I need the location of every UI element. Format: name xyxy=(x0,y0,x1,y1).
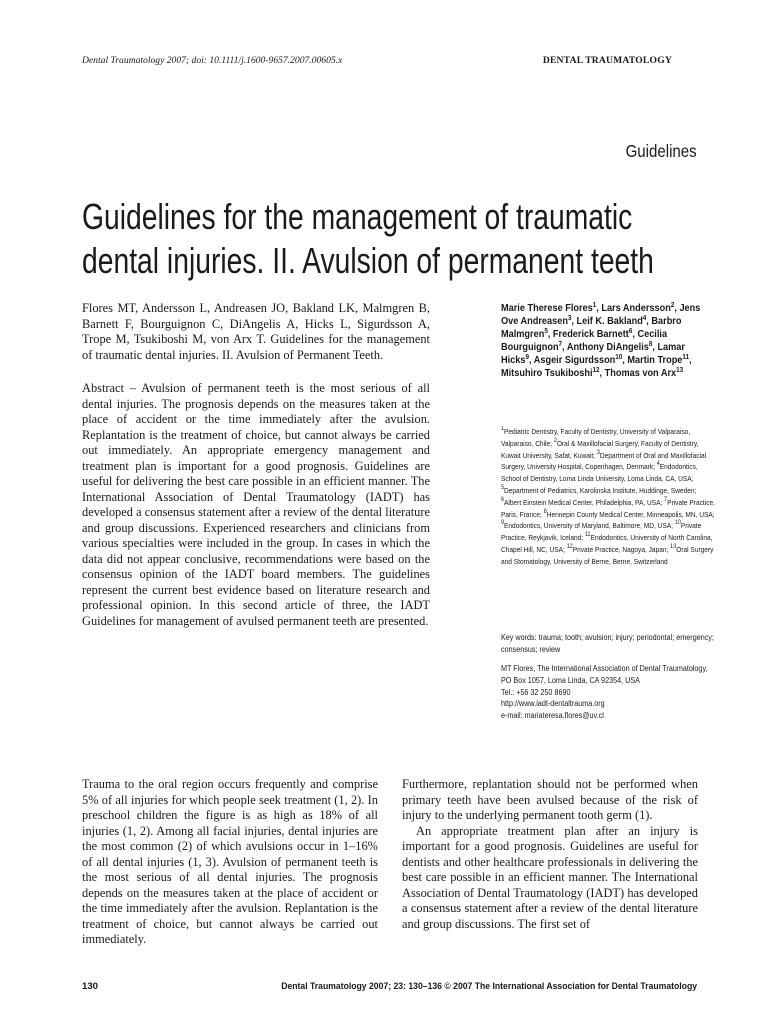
author-affiliation-number: 13 xyxy=(676,367,684,374)
affiliation-text: Endodontics, University of Maryland, Baltimore, MD, USA; xyxy=(504,521,675,531)
title-line-2: dental injuries. II. Avulsion of permanent teeth xyxy=(82,239,654,281)
author-name: Lars Andersson xyxy=(601,303,671,314)
correspondence-telephone: Tel.: +56 32 250 8690 xyxy=(501,687,571,697)
author-name: Jens Ove Andreasen xyxy=(501,303,701,327)
author-name: Anthony DiAngelis xyxy=(566,342,649,353)
affiliations xyxy=(501,426,715,568)
author-affiliation-number: 1 xyxy=(592,302,597,309)
author-affiliation-number: 9 xyxy=(525,354,529,361)
affiliation-text: Pediatric Dentistry, Faculty of Dentistry, University of Valparaiso, Valparaiso, Chile; xyxy=(501,427,691,448)
author xyxy=(501,368,600,379)
author xyxy=(627,355,689,366)
affiliation-text: Hennepin County Medical Center, Minneapolis, MN, USA; xyxy=(546,509,715,519)
affiliation-number: 9 xyxy=(501,520,505,527)
author-affiliation-number: 4 xyxy=(642,315,647,322)
correspondence-address: MT Flores, The International Association of Dental Traumatology, PO Box 1057, Loma Linda, CA 92354, USA xyxy=(501,664,708,685)
author xyxy=(501,303,596,314)
affiliation-number: 12 xyxy=(566,543,573,550)
correspondence xyxy=(501,663,715,722)
author-name: Mitsuhiro Tsukiboshi xyxy=(501,368,593,379)
section-label: Guidelines xyxy=(625,141,697,161)
affiliation-number: 8 xyxy=(543,508,547,515)
author-affiliation-number: 6 xyxy=(628,328,633,335)
author xyxy=(601,303,674,314)
affiliation-text: Private Practice, Nagoya, Japan; xyxy=(572,544,671,554)
author-list: Marie Therese Flores$^1$, Lars Andersson$^2$, Jens Ove Andreasen$^3$, Leif K. Bakland$^4$, Barbro Malmgren$^5$, Frederick Barnett$^6$, Cecilia Bourguignon$^7$, Anthony DiAngelis$^8$, Lamar Hicks$^9$, Asgeir Sigurdsson$^{10}$, Martin Trope$^{11}$, Mitsuhiro Tsukiboshi$^{12}$, Thomas von Arx$^{13}$ xyxy=(501,302,701,379)
author-name: Martin Trope xyxy=(627,355,683,366)
author xyxy=(534,355,623,366)
article-title xyxy=(82,195,671,282)
title-line-1: Guidelines for the management of traumatic xyxy=(82,196,633,237)
author xyxy=(605,368,684,379)
affiliation-number: 1 xyxy=(501,426,505,432)
body-column-left: Trauma to the oral region occurs frequently and comprise 5% of all injuries for which people seek treatment (1, 2). In preschool children the figure is as high as 18% of all injuries (1, 2). Among all facial injuries, dental injuries are the most common (2) of which avulsions occur in 1–16% of all dental injuries (1, 3). Avulsion of permanent teeth is the most serious of all dental injuries. The prognosis depends on the measures taken at the place of accident or the time immediately after the avulsion. Replantation is the treatment of choice, but cannot always be carried out immediately. xyxy=(82,777,378,946)
affiliation-text: Endodontics, School of Dentistry, Loma Linda University, Loma Linda, CA, USA; xyxy=(501,462,698,484)
abstract: Abstract – Avulsion of permanent teeth is the most serious of all dental injuries. The prognosis depends on the measures taken at the place of accident or the time immediately after the avulsion. Replantation is the treatment of choice, but cannot always be carried out immediately. An appropriate emergency management and treatment plan is important for a good prognosis. Guidelines are useful for delivering the best care possible in an efficient manner. The International Association of Dental Traumatology (IADT) has developed a consensus statement after a review of the dental literature and group discussions. Experienced researchers and clinicians from various specialties were included in the group. In cases in which the data did not appear conclusive, recommendations were based on the consensus opinion of the IADT board members. The guidelines represent the current best evidence based on literature research and professional opinion. In this second article of three, the IADT Guidelines for management of avulsed permanent teeth are presented. xyxy=(82,381,430,628)
author-name: Leif K. Bakland xyxy=(576,316,643,327)
affiliation-number: 13 xyxy=(670,543,677,550)
body-paragraph: Furthermore, replantation should not be performed when primary teeth have been avulsed because of the risk of injury to the underlying permanent tooth germ (1). xyxy=(402,777,698,822)
correspondence-email[interactable]: e-mail: mariateresa.flores@uv.cl xyxy=(501,711,604,721)
author-name: Frederick Barnett xyxy=(552,329,629,340)
affiliation-number: 7 xyxy=(664,496,668,503)
affiliation-text: Private Practice, Reykjavik, Iceland; xyxy=(501,521,702,543)
article-citation: Flores MT, Andersson L, Andreasen JO, Bakland LK, Malmgren B, Barnett F, Bourguignon C, DiAngelis A, Hicks L, Sigurdsson A, Trope M, Tsukiboshi M, von Arx T. Guidelines for the management of traumatic dental injuries. II. Avulsion of Permanent Teeth. xyxy=(82,301,430,362)
affiliation-number: 3 xyxy=(596,449,600,456)
affiliation-text: Endodontics, University of North Carolina, Chapel Hill, NC, USA; xyxy=(501,533,713,554)
affiliation-number: 2 xyxy=(553,437,557,444)
author-name: Lamar Hicks xyxy=(501,342,685,366)
body-column-right xyxy=(402,777,698,932)
author-affiliation-number: 2 xyxy=(670,302,675,309)
author xyxy=(567,342,653,353)
author-affiliation-number: 5 xyxy=(544,328,548,335)
keywords: Key words: trauma; tooth; avulsion; injury; periodontal; emergency; consensus; review xyxy=(501,633,714,654)
affiliation-number: 5 xyxy=(501,484,505,491)
author-name: Barbro Malmgren xyxy=(501,316,682,340)
affiliation-text: Department of Pediatrics, Karolinska Institute, Huddinge, Sweden; xyxy=(504,485,697,495)
affiliation-number: 10 xyxy=(674,520,681,527)
affiliation-text: Albert Einstein Medical Center, Philadelphia, PA, USA; xyxy=(504,497,665,507)
affiliation-text: Oral & Maxillofacial Surgery, Faculty of Dentistry, Kuwait University, Safat, Kuwait; xyxy=(501,438,699,460)
author xyxy=(553,329,632,340)
author-affiliation-number: 12 xyxy=(592,367,600,374)
journal-citation-header: Dental Traumatology 2007; doi: 10.1111/j.1600-9657.2007.00605.x xyxy=(82,55,343,66)
correspondence-url[interactable]: http://www.iadt-dentaltrauma.org xyxy=(501,699,605,709)
journal-name-header: DENTAL TRAUMATOLOGY xyxy=(542,55,672,66)
author-name: Cecilia Bourguignon xyxy=(501,329,668,353)
body-paragraph: An appropriate treatment plan after an injury is important for a good prognosis. Guidelines are useful for dentists and other healthcare professionals in delivering the best care possible in an efficient manner. The International Association of Dental Traumatology (IADT) has developed a consensus statement after a review of the dental literature and group discussions. The first set of xyxy=(402,823,698,931)
author-affiliation-number: 8 xyxy=(648,341,653,348)
affiliation-text: Oral Surgery and Stomatology, University of Berne, Berne, Switzerland xyxy=(501,544,714,566)
page-number: 130 xyxy=(82,981,99,992)
affiliation-text: Private Practice, Paris, France; xyxy=(501,497,715,519)
affiliation-number: 4 xyxy=(656,461,660,468)
footer-citation: Dental Traumatology 2007; 23: 130–136 © 2007 The International Association for Dental Traumatology xyxy=(281,981,697,992)
author-affiliation-number: 11 xyxy=(682,354,690,361)
affiliation-text: Department of Oral and Maxillofacial Surgery, University Hospital, Copenhagen, Denmark; xyxy=(501,450,707,472)
author-affiliation-number: 7 xyxy=(558,341,563,348)
author-name: Marie Therese Flores xyxy=(501,303,593,314)
author-name: Asgeir Sigurdsson xyxy=(533,355,616,366)
affiliation-number: 6 xyxy=(501,496,505,503)
author-affiliation-number: 10 xyxy=(615,354,623,361)
affiliation-number: 11 xyxy=(584,532,591,539)
author-name: Thomas von Arx xyxy=(604,368,677,379)
author xyxy=(577,316,647,327)
author-affiliation-number: 3 xyxy=(567,315,572,322)
